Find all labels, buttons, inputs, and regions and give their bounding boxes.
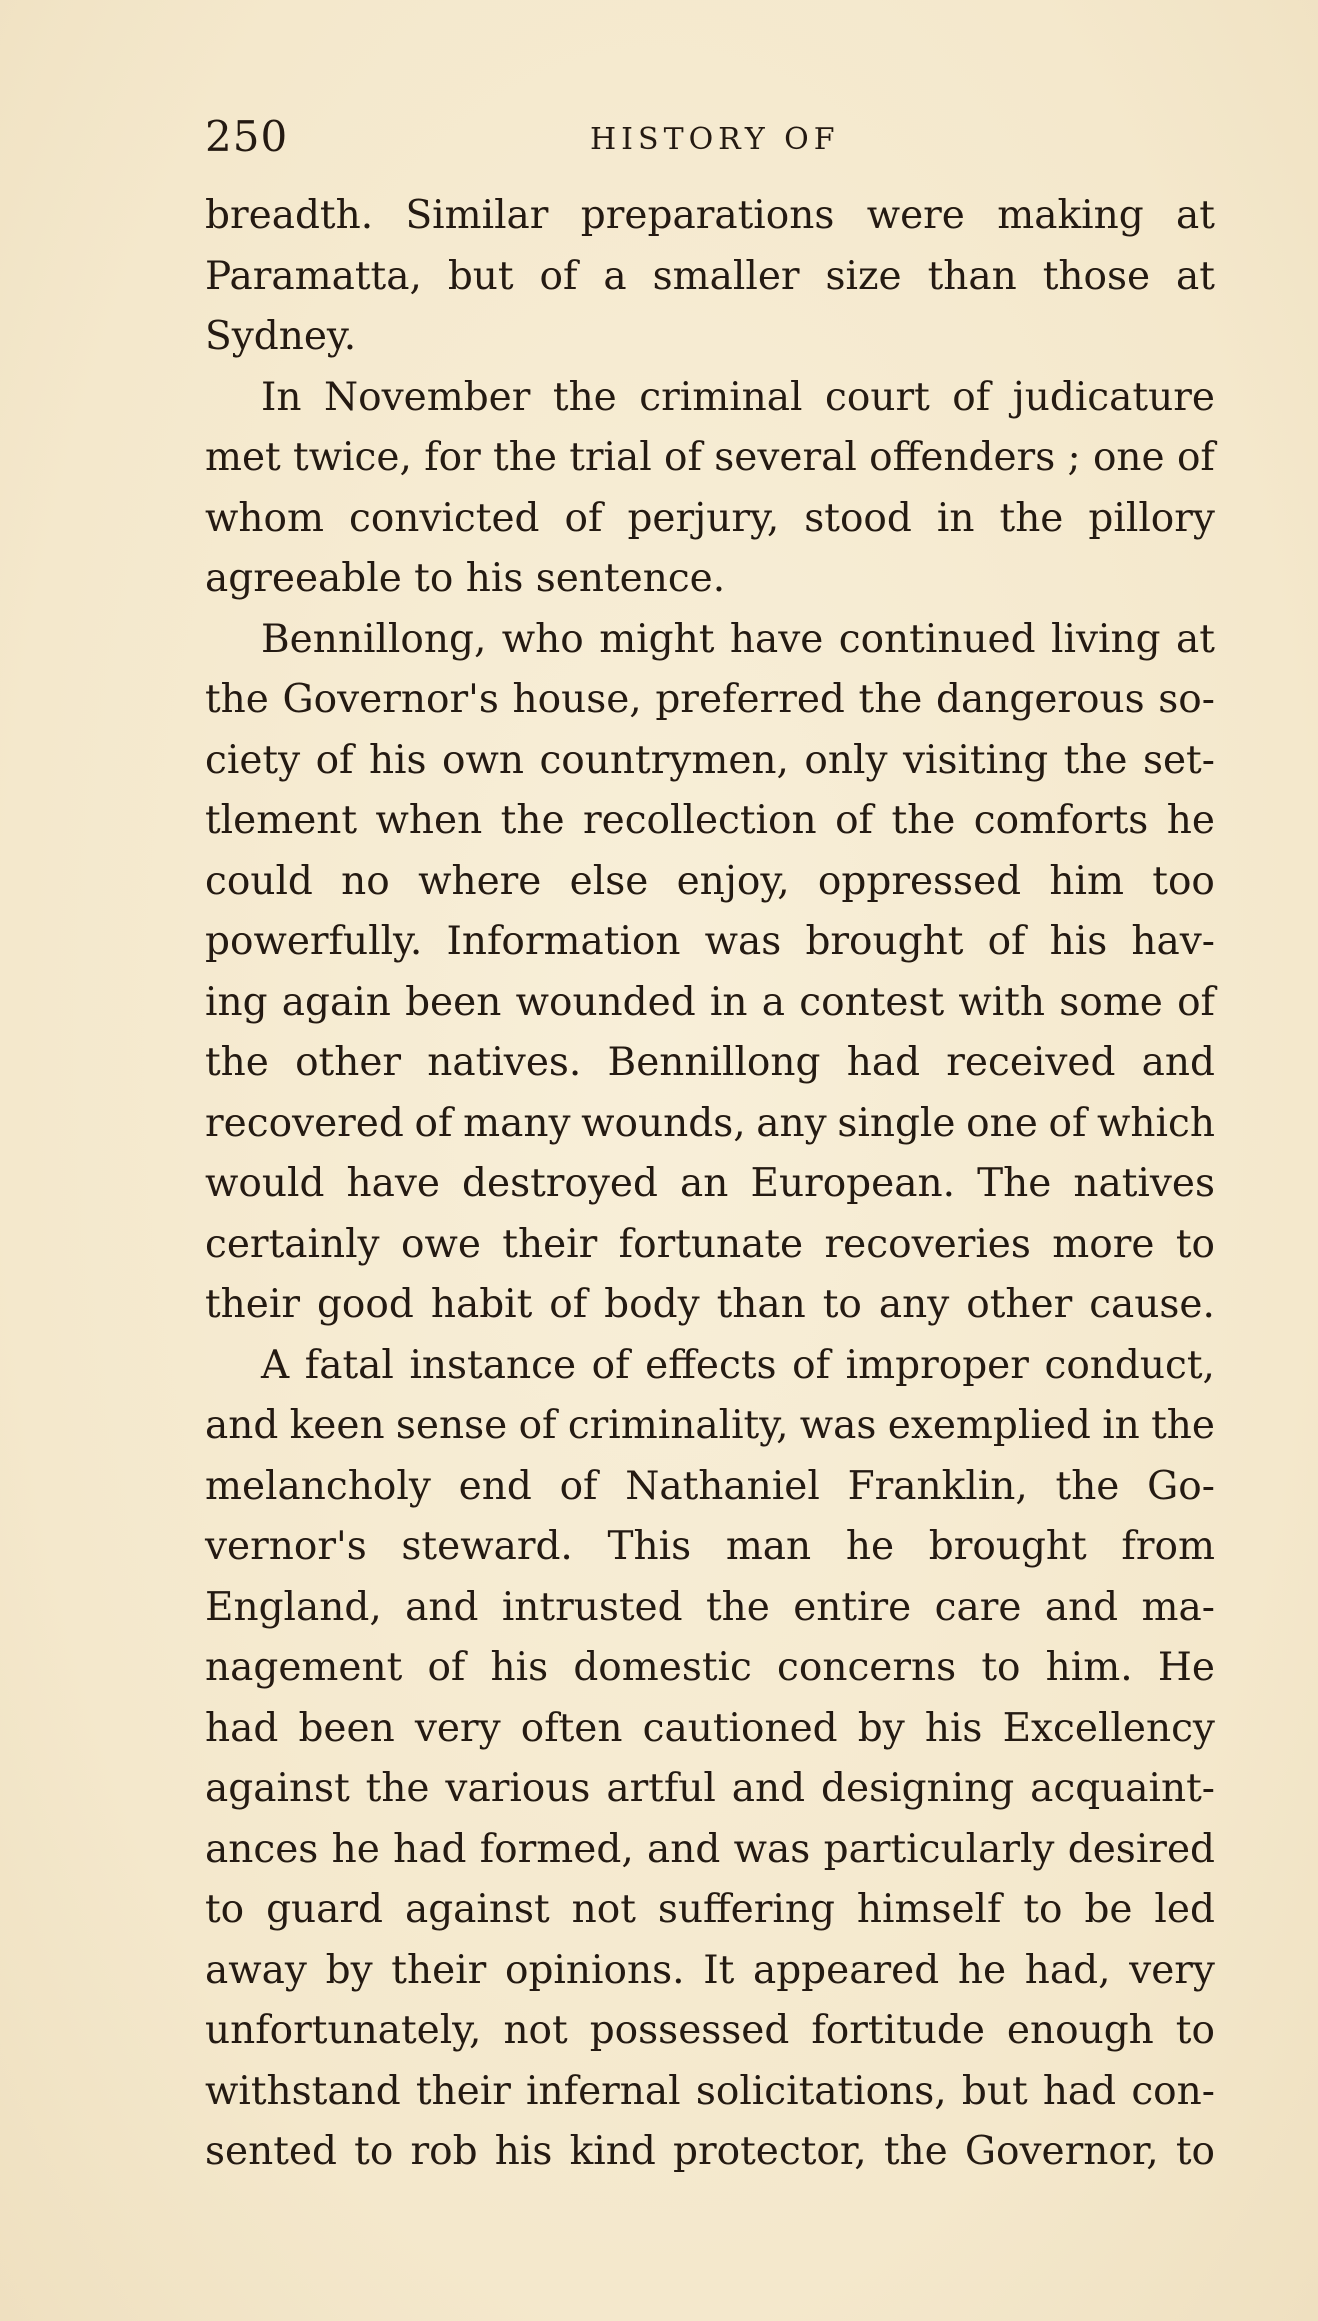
text-line: tlement when the recollection of the comforts he — [205, 798, 1215, 843]
text-line: England, and intrusted the entire care and ma- — [205, 1584, 1215, 1630]
text-line: and keen sense of criminality, was exemplied in the — [205, 1403, 1215, 1448]
text-line: could no where else enjoy, oppressed him too — [205, 858, 1215, 904]
text-line: ing again been wounded in a contest with some of — [205, 979, 1215, 1025]
text-line: powerfully. Information was brought of his hav- — [205, 919, 1215, 964]
text-line: Paramatta, but of a smaller size than those at — [205, 253, 1215, 299]
text-line: whom convicted of perjury, stood in the pillory — [205, 495, 1215, 541]
text-line: ciety of his own countrymen, only visiting the set- — [205, 737, 1215, 783]
text-line: would have destroyed an European. The natives — [205, 1161, 1215, 1206]
text-line: the Governor's house, preferred the dangerous so- — [205, 677, 1215, 722]
text-line: withstand their infernal solicitations, but had con- — [205, 2068, 1215, 2114]
text-line: In November the criminal court of judicature — [261, 374, 1215, 420]
text-line: breadth. Similar preparations were making at — [205, 193, 1215, 238]
text-line: nagement of his domestic concerns to him. He — [205, 1645, 1215, 1690]
text-line: vernor's steward. This man he brought from — [205, 1524, 1215, 1569]
text-line: melancholy end of Nathaniel Franklin, the Go- — [205, 1463, 1215, 1509]
text-line: against the various artful and designing acquaint- — [205, 1766, 1215, 1811]
text-line: away by their opinions. It appeared he had, very — [205, 1947, 1215, 1993]
text-line: Bennillong, who might have continued living at — [261, 616, 1215, 662]
text-line: had been very often cautioned by his Excellency — [205, 1705, 1215, 1751]
text-line: the other natives. Bennillong had received and — [205, 1040, 1215, 1085]
page-number: 250 — [205, 112, 289, 161]
text-line: recovered of many wounds, any single one of which — [205, 1100, 1215, 1146]
body-text — [205, 186, 1215, 2183]
text-line: unfortunately, not possessed fortitude enough to — [205, 2008, 1215, 2053]
text-line: Sydney. — [205, 314, 357, 359]
running-head: HISTORY OF — [590, 122, 840, 157]
text-line: their good habit of body than to any other cause. — [205, 1282, 1215, 1327]
text-line: A fatal instance of effects of improper conduct, — [261, 1342, 1215, 1388]
text-line: certainly owe their fortunate recoveries more to — [205, 1221, 1215, 1267]
text-line: to guard against not suffering himself to be led — [205, 1887, 1215, 1932]
page-header — [205, 112, 1225, 172]
text-line: sented to rob his kind protector, the Governor, to — [205, 2129, 1215, 2174]
text-line: ances he had formed, and was particularly desired — [205, 1826, 1215, 1872]
text-line: agreeable to his sentence. — [205, 556, 726, 601]
text-line: met twice, for the trial of several offenders ; one of — [205, 435, 1215, 480]
